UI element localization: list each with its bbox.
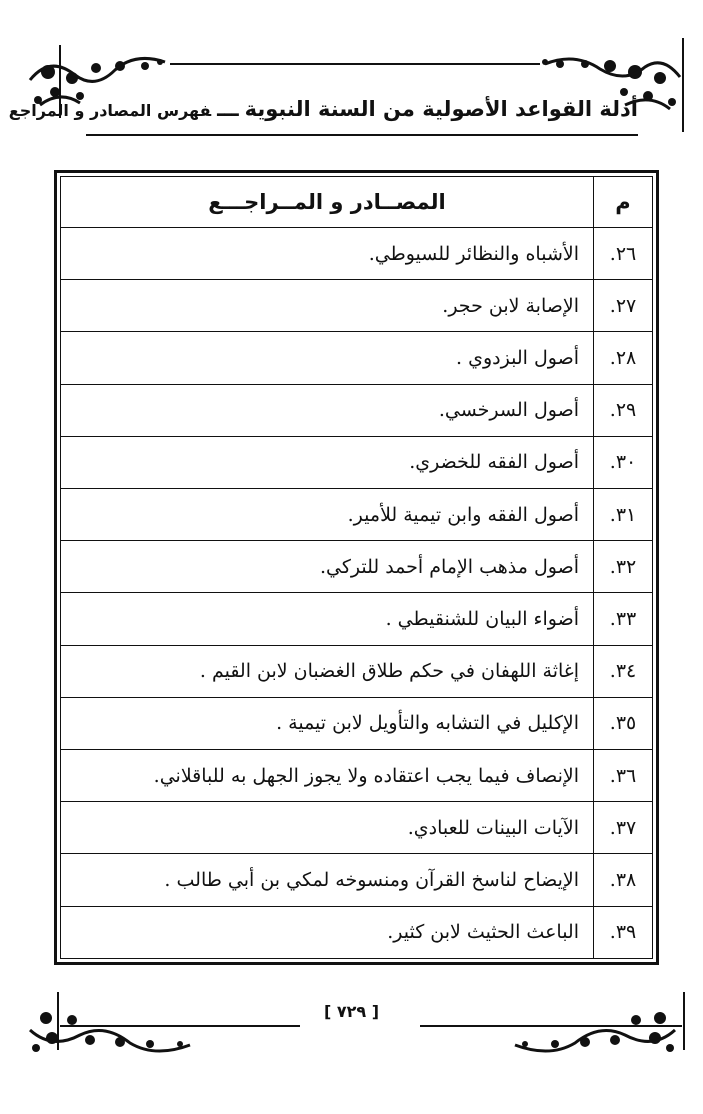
- row-number: ٣٦.: [594, 750, 653, 802]
- reference-entry: أصول السرخسي.: [61, 384, 594, 436]
- reference-entry: الإكليل في التشابه والتأويل لابن تيمية .: [61, 697, 594, 749]
- references-table: [60, 176, 653, 959]
- header-rule: [86, 134, 638, 136]
- reference-entry: أصول الفقه وابن تيمية للأمير.: [61, 489, 594, 541]
- table-row: [61, 854, 653, 906]
- table-header-row: [61, 177, 653, 228]
- table-row: [61, 697, 653, 749]
- table-row: [61, 645, 653, 697]
- reference-entry: الأشباه والنظائر للسيوطي.: [61, 228, 594, 280]
- row-number: ٣٣.: [594, 593, 653, 645]
- book-title: أدلة القواعد الأصولية من السنة النبوية: [244, 97, 638, 121]
- table-row: [61, 541, 653, 593]
- references-table-frame: [54, 170, 659, 965]
- row-number: ٢٩.: [594, 384, 653, 436]
- row-number: ٣٥.: [594, 697, 653, 749]
- table-row: [61, 906, 653, 958]
- section-title: فهرس المصادر و المراجع: [8, 101, 212, 120]
- reference-entry: الإصابة لابن حجر.: [61, 280, 594, 332]
- table-row: [61, 750, 653, 802]
- reference-entry: إغاثة اللهفان في حكم طلاق الغضبان لابن القيم .: [61, 645, 594, 697]
- row-number: ٣٧.: [594, 802, 653, 854]
- page-number: [ ٧٢٩ ]: [323, 1002, 380, 1021]
- row-number: ٣١.: [594, 489, 653, 541]
- row-number: ٢٨.: [594, 332, 653, 384]
- reference-entry: أصول الفقه للخضري.: [61, 436, 594, 488]
- table-row: [61, 384, 653, 436]
- row-number: ٣٠.: [594, 436, 653, 488]
- table-row: [61, 280, 653, 332]
- column-header-number: م: [594, 177, 653, 228]
- row-number: ٣٢.: [594, 541, 653, 593]
- table-row: [61, 332, 653, 384]
- reference-entry: الآيات البينات للعبادي.: [61, 802, 594, 854]
- row-number: ٣٩.: [594, 906, 653, 958]
- row-number: ٢٧.: [594, 280, 653, 332]
- reference-entry: أضواء البيان للشنقيطي .: [61, 593, 594, 645]
- row-number: ٣٨.: [594, 854, 653, 906]
- table-row: [61, 593, 653, 645]
- table-row: [61, 228, 653, 280]
- reference-entry: أصول مذهب الإمام أحمد للتركي.: [61, 541, 594, 593]
- reference-entry: الإيضاح لناسخ القرآن ومنسوخه لمكي بن أبي طالب .: [61, 854, 594, 906]
- reference-entry: أصول البزدوي .: [61, 332, 594, 384]
- column-header-references: المصــادر و المــراجـــع: [61, 177, 594, 228]
- reference-entry: الباعث الحثيث لابن كثير.: [61, 906, 594, 958]
- row-number: ٢٦.: [594, 228, 653, 280]
- header-separator: ـــ: [217, 97, 239, 121]
- table-row: [61, 489, 653, 541]
- table-row: [61, 802, 653, 854]
- running-header: [8, 88, 638, 130]
- row-number: ٣٤.: [594, 645, 653, 697]
- table-row: [61, 436, 653, 488]
- reference-entry: الإنصاف فيما يجب اعتقاده ولا يجوز الجهل به للباقلاني.: [61, 750, 594, 802]
